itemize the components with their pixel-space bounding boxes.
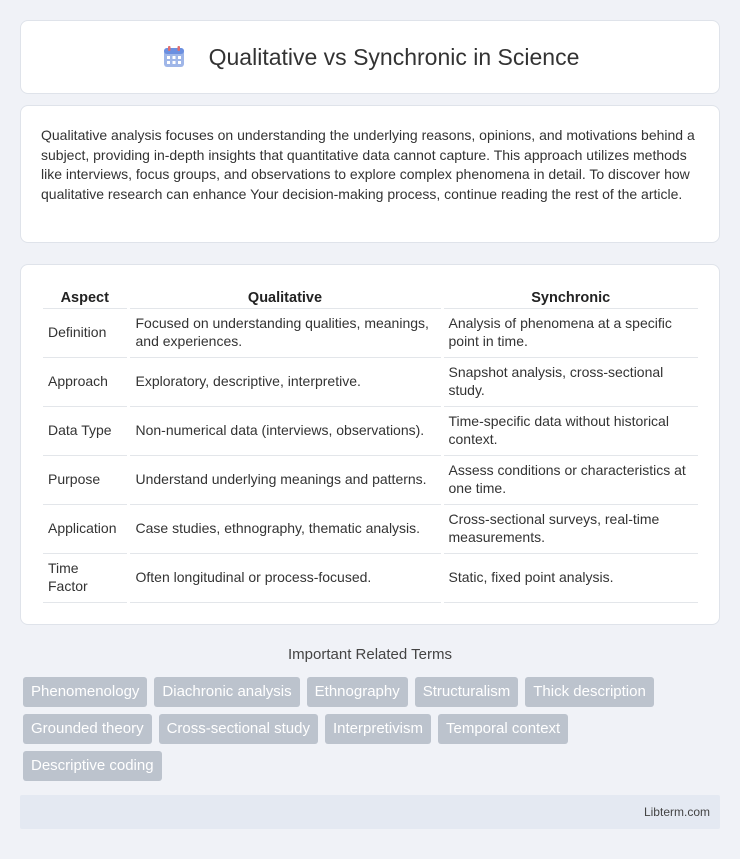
tag-diachronic-analysis[interactable]: Diachronic analysis [154, 677, 299, 707]
cell-qualitative: Focused on understanding qualities, meanings, and experiences. [128, 308, 442, 357]
tag-thick-description[interactable]: Thick description [525, 677, 654, 707]
cell-aspect: Approach [43, 357, 128, 406]
comparison-card [20, 264, 720, 625]
table-row [43, 406, 698, 455]
cell-qualitative: Exploratory, descriptive, interpretive. [128, 357, 442, 406]
cell-synchronic: Static, fixed point analysis. [442, 553, 698, 602]
footer [20, 795, 720, 829]
intro-paragraph: Qualitative analysis focuses on understanding the underlying reasons, opinions, and motivations behind a subject, providing in-depth insights that quantitative data cannot capture. This approach utilizes methods like interviews, focus groups, and observations to explore complex phenomena in detail. To discover how qualitative research can enhance Your decision-making process, continue reading the rest of the article. [41, 127, 695, 202]
calendar-icon [161, 44, 187, 70]
cell-synchronic: Time-specific data without historical context. [442, 406, 698, 455]
tag-row [23, 677, 723, 707]
tag-row [23, 751, 723, 781]
comparison-table [43, 285, 698, 603]
intro-card [20, 105, 720, 243]
tag-cross-sectional-study[interactable]: Cross-sectional study [159, 714, 318, 744]
cell-aspect: Data Type [43, 406, 128, 455]
header-aspect: Aspect [43, 285, 128, 308]
header-qualitative: Qualitative [128, 285, 442, 308]
tag-descriptive-coding[interactable]: Descriptive coding [23, 751, 162, 781]
cell-synchronic: Analysis of phenomena at a specific point in time. [442, 308, 698, 357]
related-terms-heading: Important Related Terms [288, 646, 452, 663]
cell-synchronic: Assess conditions or characteristics at one time. [442, 455, 698, 504]
cell-aspect: Application [43, 504, 128, 553]
cell-qualitative: Understand underlying meanings and patterns. [128, 455, 442, 504]
footer-site-link[interactable]: Libterm.com [643, 805, 710, 819]
cell-aspect: Time Factor [43, 553, 128, 602]
title-card [20, 20, 720, 94]
tag-interpretivism[interactable]: Interpretivism [325, 714, 431, 744]
cell-qualitative: Often longitudinal or process-focused. [128, 553, 442, 602]
cell-qualitative: Non-numerical data (interviews, observations). [128, 406, 442, 455]
table-row [43, 357, 698, 406]
cell-aspect: Definition [43, 308, 128, 357]
tag-structuralism[interactable]: Structuralism [415, 677, 519, 707]
table-header-row [43, 285, 698, 308]
table-row [43, 308, 698, 357]
cell-synchronic: Cross-sectional surveys, real-time measurements. [442, 504, 698, 553]
tag-ethnography[interactable]: Ethnography [307, 677, 408, 707]
table-row [43, 553, 698, 602]
table-row [43, 504, 698, 553]
tag-grounded-theory[interactable]: Grounded theory [23, 714, 152, 744]
tag-phenomenology[interactable]: Phenomenology [23, 677, 147, 707]
tag-temporal-context[interactable]: Temporal context [438, 714, 568, 744]
table-row [43, 455, 698, 504]
page-title: Qualitative vs Synchronic in Science [208, 43, 580, 70]
related-terms-list [23, 677, 723, 788]
cell-synchronic: Snapshot analysis, cross-sectional study. [442, 357, 698, 406]
cell-qualitative: Case studies, ethnography, thematic analysis. [128, 504, 442, 553]
cell-aspect: Purpose [43, 455, 128, 504]
header-synchronic: Synchronic [442, 285, 698, 308]
tag-row [23, 714, 723, 744]
